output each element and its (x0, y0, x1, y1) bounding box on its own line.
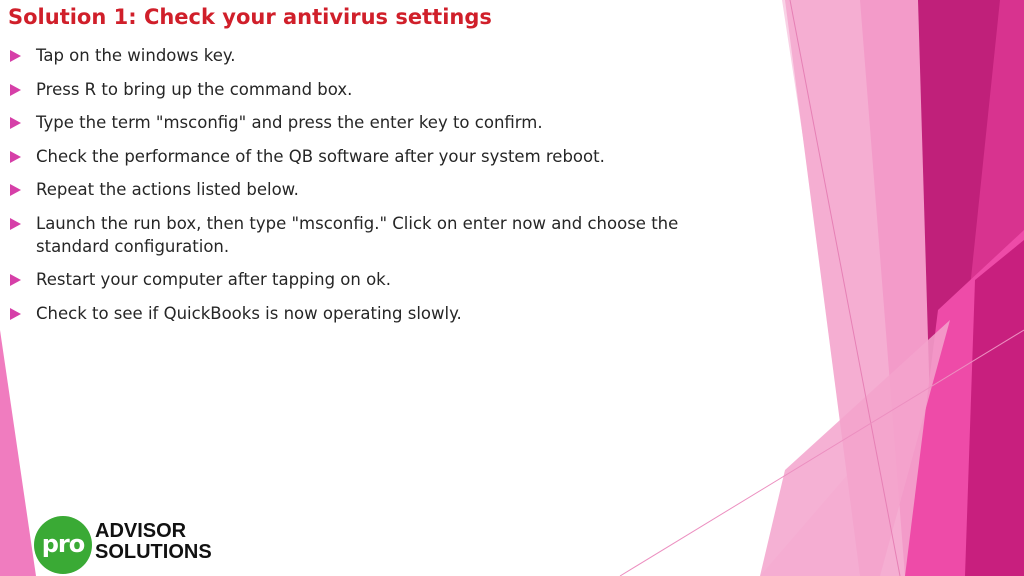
logo-mark-text: pro (41, 530, 85, 558)
bullet-item (10, 178, 720, 201)
bullet-text: Check the performance of the QB software after your system reboot. (36, 146, 605, 166)
bullet-item (10, 44, 720, 67)
triangle-bullet-icon (10, 274, 21, 286)
bullet-text: Type the term "msconfig" and press the enter key to confirm. (36, 113, 543, 132)
bullet-list (10, 44, 720, 335)
bullet-text: Restart your computer after tapping on ok. (36, 270, 391, 289)
logo-line-2: SOLUTIONS (95, 541, 212, 563)
triangle-bullet-icon (10, 151, 21, 163)
decor-shape-left (0, 330, 36, 576)
bullet-text: Repeat the actions listed below. (36, 180, 299, 199)
bullet-text: Tap on the windows key. (36, 46, 236, 65)
bullet-text: Launch the run box, then type "msconfig." Click on enter now and choose the standard configuration. (36, 213, 679, 256)
bullet-item (10, 145, 720, 168)
bullet-item (10, 78, 720, 101)
triangle-bullet-icon (10, 308, 21, 320)
bullet-item (10, 212, 720, 258)
logo-wordmark (95, 521, 212, 563)
bullet-item (10, 268, 720, 291)
triangle-bullet-icon (10, 184, 21, 196)
logo-mark-icon (34, 516, 92, 574)
bullet-text: Press R to bring up the command box. (36, 79, 353, 99)
bullet-text: Check to see if QuickBooks is now operating slowly. (36, 303, 462, 323)
triangle-bullet-icon (10, 84, 21, 96)
bullet-item (10, 302, 720, 325)
triangle-bullet-icon (10, 117, 21, 129)
logo-line-1: ADVISOR (95, 520, 187, 542)
slide-title: Solution 1: Check your antivirus settings (8, 5, 492, 29)
triangle-bullet-icon (10, 218, 21, 230)
company-logo (34, 516, 224, 576)
bullet-item (10, 111, 720, 134)
triangle-bullet-icon (10, 50, 21, 62)
